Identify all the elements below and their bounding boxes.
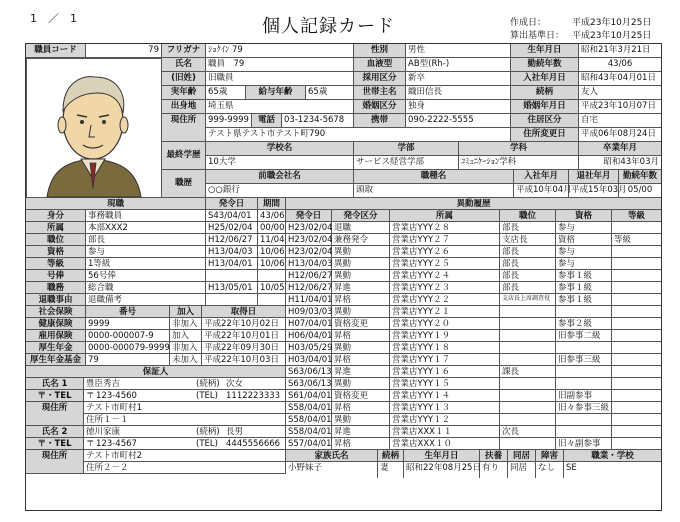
- transfer-cell: [556, 366, 612, 378]
- head-value: 織田信長: [406, 86, 511, 100]
- ins-row-value: 79: [86, 354, 170, 366]
- transfer-cell: [500, 378, 556, 390]
- ins-col-header: 番号: [86, 306, 170, 318]
- transfer-cell: 昇進: [332, 426, 390, 438]
- transfer-cell: 異動: [332, 378, 390, 390]
- transfer-cell: H09/03/03: [288, 307, 333, 317]
- transfer-cell: 異動: [332, 342, 390, 354]
- current-row-value: 退職備考: [86, 294, 206, 306]
- current-row-value: 本部XXX2: [86, 222, 206, 234]
- hire-value: 新卒: [406, 72, 511, 86]
- transfer-cell: 旧参事二級: [556, 330, 612, 342]
- photo: [26, 58, 162, 198]
- transfer-cell: H23/02/04: [288, 247, 333, 257]
- ins-row-value: 非加入: [170, 318, 202, 330]
- transfer-cell: 昇格: [332, 402, 390, 414]
- birth-label: 生年月日: [511, 44, 579, 58]
- current-row-period: 00/00: [260, 223, 285, 233]
- transfer-cell: [500, 354, 556, 366]
- house-value: 自宅: [579, 114, 661, 128]
- guarantor-rel-label: (続柄): [194, 426, 224, 438]
- current-row-value: 1等級: [86, 258, 206, 270]
- transfer-cell: S61/04/01: [288, 391, 332, 401]
- family-cell: SE: [566, 463, 577, 473]
- family-col-header: 職業・学校: [564, 450, 661, 462]
- guarantor-zip: 123-4567: [94, 438, 194, 450]
- years-label: 勤続年数: [511, 58, 579, 72]
- edu-faculty: サービス経営学部: [354, 156, 459, 170]
- transfer-cell: [612, 318, 661, 330]
- edu-col-school: 学校名: [206, 142, 354, 156]
- transfer-col-header: 所属: [390, 210, 500, 222]
- current-row-period: 43/06: [260, 211, 285, 221]
- guarantor-no-label: 氏名 2: [26, 426, 84, 438]
- transfer-cell: H23/02/04: [288, 235, 333, 245]
- portrait-illustration: [27, 59, 161, 197]
- transfer-cell: 資格: [556, 234, 612, 246]
- transfer-cell: 昇格: [332, 438, 390, 450]
- transfer-cell: 参事１級: [556, 270, 612, 282]
- transfer-cell: 営業店YYY２５: [390, 258, 500, 270]
- calc-date: 平成23年10月25日: [572, 31, 652, 41]
- career-col-years: 勤続年数: [619, 170, 661, 184]
- record-sheet: [25, 43, 662, 511]
- addrchg-label: 住所変更日: [511, 128, 579, 142]
- transfer-cell: 課長: [500, 366, 556, 378]
- payage-label: 給与年齢: [246, 86, 306, 100]
- transfer-cell: 支店長: [500, 234, 556, 246]
- house-label: 住居区分: [511, 114, 579, 128]
- guarantor-zip-mark: 〒: [86, 439, 95, 449]
- current-col-start: 発令日: [206, 198, 258, 210]
- family-col-header: 障害: [536, 450, 564, 462]
- kana-value: ｼｮｸｲﾝ 79: [206, 44, 354, 58]
- family-col-header: 続柄: [378, 450, 404, 462]
- transfer-cell: [556, 306, 612, 318]
- transfer-cell: H03/05/29: [288, 343, 333, 353]
- transfer-col-header: 等級: [612, 210, 661, 222]
- guarantor-tel: 1112223333: [224, 390, 286, 402]
- transfer-cell: 営業店YYY２１: [390, 306, 500, 318]
- ins-row-value: 未加入: [170, 354, 202, 366]
- current-row-label: 職務: [26, 282, 86, 294]
- page-number: 1 ／ 1: [30, 12, 77, 25]
- transfer-cell: H13/04/03: [288, 259, 333, 269]
- current-row-value: 事務職員: [86, 210, 206, 222]
- ins-col-header: 取得日: [202, 306, 286, 318]
- transfer-cell: 営業店XXX１１: [390, 426, 500, 438]
- transfer-cell: [612, 222, 661, 234]
- transfer-cell: [556, 426, 612, 438]
- guarantor-zip-label: 〒・TEL: [26, 438, 84, 450]
- transfer-cell: [612, 378, 661, 390]
- transfer-cell: [500, 306, 556, 318]
- transfer-cell: 昇進: [332, 282, 390, 294]
- payage-value: 65歳: [306, 86, 354, 100]
- transfer-cell: 営業店YYY２６: [390, 246, 500, 258]
- guarantor-addr1: テスト市町村1: [84, 402, 286, 414]
- transfer-cell: 営業店YYY２０: [390, 318, 500, 330]
- edu-dept: ｺﾐｭﾆｹｰｼｮﾝ学科: [459, 156, 579, 170]
- rel-value: 友人: [579, 86, 661, 100]
- current-row-period: [258, 294, 286, 306]
- join-value: 昭和43年04月01日: [579, 72, 661, 86]
- transfer-title: 異動履歴: [286, 198, 661, 210]
- career-in: 平成10年04月: [514, 184, 569, 198]
- transfer-cell: 参与: [556, 258, 612, 270]
- gender-value: 男性: [406, 44, 511, 58]
- ins-row-value: 0000-000079-9999: [88, 343, 170, 353]
- current-row-period: 10/06: [260, 259, 285, 269]
- transfer-cell: 旧副参事: [556, 390, 612, 402]
- transfer-cell: S63/06/13: [288, 379, 332, 389]
- transfer-cell: H03/04/01: [288, 355, 333, 365]
- calc-date-row: [510, 28, 651, 41]
- career-label: 職歴: [162, 170, 206, 198]
- guarantor-title: 保証人: [26, 366, 286, 378]
- career-out: 平成15年03月: [569, 184, 619, 198]
- current-row-value: 参与: [86, 246, 206, 258]
- current-row-label: 所属: [26, 222, 86, 234]
- transfer-cell: [500, 318, 556, 330]
- current-row-period: 10/06: [260, 247, 285, 257]
- transfer-cell: S58/04/01: [288, 427, 332, 437]
- transfer-cell: 退職: [332, 222, 390, 234]
- current-row-period: 10/05: [260, 283, 285, 293]
- ins-row-value: 0000-000007-9: [86, 330, 170, 342]
- guarantor-zip-label: 〒・TEL: [26, 390, 84, 402]
- guarantor-name: 豊臣秀吉: [84, 378, 194, 390]
- name-value: 職員 79: [206, 58, 354, 72]
- transfer-cell: [556, 342, 612, 354]
- transfer-cell: 支店長上席調査役: [500, 294, 556, 306]
- transfer-col-header: 発令区分: [332, 210, 390, 222]
- transfer-cell: 営業店YYY１８: [390, 342, 500, 354]
- transfer-cell: S58/04/01: [288, 415, 332, 425]
- ins-row-value: 平成22年09月30日: [202, 342, 286, 354]
- career-col-job: 職種名: [354, 170, 514, 184]
- edu-col-grad: 卒業年月: [579, 142, 661, 156]
- transfer-cell: 営業店YYY２３: [390, 282, 500, 294]
- career-col-company: 前職会社名: [206, 170, 354, 184]
- age-value: 65歳: [206, 86, 246, 100]
- calc-label: 算出基準日：: [510, 31, 565, 41]
- current-row-period: 11/04: [260, 235, 285, 245]
- guarantor-addr2: 住所２－２: [84, 462, 286, 474]
- transfer-cell: 部長: [500, 282, 556, 294]
- transfer-cell: [612, 438, 661, 450]
- ins-col-header: 社会保険: [26, 306, 86, 318]
- transfer-cell: 営業店YYY１４: [390, 390, 500, 402]
- transfer-cell: 次長: [500, 426, 556, 438]
- transfer-cell: 参与: [556, 246, 612, 258]
- transfer-cell: [500, 342, 556, 354]
- years-value: 43/06: [579, 58, 661, 72]
- transfer-cell: 部長: [500, 246, 556, 258]
- transfer-cell: H07/04/01: [288, 319, 333, 329]
- ins-row-label: 雇用保険: [26, 330, 86, 342]
- ins-row-value: 非加入: [170, 342, 202, 354]
- transfer-cell: H11/04/01: [288, 295, 333, 305]
- transfer-cell: 昇格: [332, 354, 390, 366]
- transfer-cell: [612, 390, 661, 402]
- transfer-cell: 異動: [332, 306, 390, 318]
- transfer-cell: [612, 342, 661, 354]
- current-row-value: 総合職: [86, 282, 206, 294]
- transfer-cell: H12/06/27: [288, 271, 333, 281]
- current-row-date: [206, 270, 258, 282]
- transfer-cell: [612, 258, 661, 270]
- career-col-in: 入社年月: [514, 170, 569, 184]
- married-label: 婚姻年月日: [511, 100, 579, 114]
- guarantor-addr1: テスト市町村2: [84, 450, 286, 462]
- transfer-cell: [612, 306, 661, 318]
- birthplace-value: 埼玉県: [206, 100, 354, 114]
- transfer-cell: [612, 366, 661, 378]
- transfer-cell: 営業店YYY２４: [390, 270, 500, 282]
- current-row-label: 等級: [26, 258, 86, 270]
- created-date-row: [510, 15, 651, 28]
- transfer-cell: [612, 330, 661, 342]
- transfer-cell: 等級: [612, 234, 661, 246]
- current-title: 現職: [26, 198, 206, 210]
- transfer-cell: 異動: [332, 258, 390, 270]
- transfer-cell: [500, 330, 556, 342]
- created-date: 平成23年10月25日: [572, 18, 652, 28]
- transfer-cell: 営業店XXX１０: [390, 438, 500, 450]
- tel-label: 電話: [252, 114, 282, 128]
- ins-row-label: 厚生年金: [26, 342, 86, 354]
- mobile-label: 携帯: [354, 114, 406, 128]
- code-value: 79: [86, 44, 162, 58]
- gender-label: 性別: [354, 44, 406, 58]
- guarantor-rel: 次女: [224, 378, 286, 390]
- age-label: 実年齢: [162, 86, 206, 100]
- transfer-cell: [556, 414, 612, 426]
- transfer-cell: 営業店YYY１７: [390, 354, 500, 366]
- family-col-header: 扶養: [480, 450, 508, 462]
- transfer-cell: [612, 402, 661, 414]
- hire-label: 採用区分: [354, 72, 406, 86]
- transfer-cell: H12/06/27: [288, 283, 333, 293]
- transfer-cell: [500, 438, 556, 450]
- ins-row-label: 厚生年金基金: [26, 354, 86, 366]
- transfer-cell: [612, 414, 661, 426]
- transfer-cell: [612, 354, 661, 366]
- transfer-cell: 旧々副参事: [556, 438, 612, 450]
- blood-value: AB型(Rh-): [406, 58, 511, 72]
- transfer-cell: 昇格: [332, 294, 390, 306]
- transfer-cell: 兼務発令: [332, 234, 390, 246]
- join-label: 入社年月日: [511, 72, 579, 86]
- transfer-cell: [500, 414, 556, 426]
- current-col-period: 期間: [258, 198, 286, 210]
- created-label: 作成日：: [510, 18, 547, 28]
- career-company: ○○銀行: [206, 184, 354, 198]
- guarantor-tel: 4445556666: [224, 438, 286, 450]
- transfer-cell: [612, 294, 661, 306]
- transfer-col-header: 発令日: [286, 210, 332, 222]
- edu-grad: 昭和43年03月: [579, 156, 661, 170]
- page-title: 個人記録カード: [262, 16, 395, 37]
- rel-label: 続柄: [511, 86, 579, 100]
- transfer-cell: 部長: [500, 258, 556, 270]
- guarantor-addr2: 住所１－１: [84, 414, 286, 426]
- mobile-value: 090-2222-5555: [406, 114, 511, 128]
- transfer-cell: 部長: [500, 222, 556, 234]
- kana-label: フリガナ: [162, 44, 206, 58]
- family-col-header: 家族氏名: [286, 450, 378, 462]
- guarantor-no-label: 氏名 1: [26, 378, 84, 390]
- guarantor-zip-mark: 〒: [86, 391, 95, 401]
- family-col-header: 同居: [508, 450, 536, 462]
- code-label: 職員コード: [26, 44, 86, 58]
- guarantor-tel-label: (TEL): [194, 438, 224, 450]
- transfer-cell: 営業店YYY２７: [390, 234, 500, 246]
- education-label: 最終学歴: [162, 142, 206, 170]
- current-row-date: H13/05/01: [206, 282, 258, 294]
- transfer-cell: 旧々参事三級: [556, 402, 612, 414]
- family-cell: なし: [536, 462, 564, 478]
- career-years: 05/00: [619, 184, 661, 198]
- transfer-cell: [612, 282, 661, 294]
- transfer-col-header: 資格: [556, 210, 612, 222]
- transfer-cell: 営業店YYY１６: [390, 366, 500, 378]
- transfer-cell: 営業店YYY２８: [390, 222, 500, 234]
- tel-value: 03-1234-5678: [282, 114, 354, 128]
- current-row-label: 身分: [26, 210, 86, 222]
- transfer-cell: 営業店YYY１５: [390, 378, 500, 390]
- transfer-cell: 営業店YYY１３: [390, 402, 500, 414]
- transfer-col-header: 職位: [500, 210, 556, 222]
- address-value: テスト県テスト市テスト町790: [206, 128, 511, 142]
- oldname-value: 旧職員: [206, 72, 354, 86]
- current-row-label: 退職事由: [26, 294, 86, 306]
- addr-label: 現住所: [162, 114, 206, 142]
- addrchg-value: 平成06年08月24日: [579, 128, 661, 142]
- oldname-label: (旧姓): [162, 72, 206, 86]
- current-row-label: 号俸: [26, 270, 86, 282]
- current-row-date: H13/04/03: [206, 246, 258, 258]
- guarantor-addr-label: 現住所: [26, 450, 84, 474]
- addr-zip: 999-9999: [206, 114, 252, 128]
- current-row-date: H12/06/27: [206, 234, 258, 246]
- ins-row-value: 加入: [170, 330, 202, 342]
- transfer-cell: 参事１級: [556, 282, 612, 294]
- career-job: 頭取: [354, 184, 514, 198]
- transfer-cell: S58/04/01: [288, 403, 332, 413]
- edu-school: 10大学: [206, 156, 354, 170]
- ins-row-value: 平成22年10月02日: [202, 318, 286, 330]
- current-row-label: 職位: [26, 234, 86, 246]
- current-row-date: [206, 294, 258, 306]
- ins-col-header: 加入: [170, 306, 202, 318]
- current-row-date: H25/02/04: [206, 222, 258, 234]
- transfer-cell: 異動: [332, 246, 390, 258]
- birth-value: 昭和21年3月21日: [579, 44, 661, 58]
- transfer-cell: [612, 246, 661, 258]
- transfer-cell: 昇進: [332, 366, 390, 378]
- transfer-cell: S63/06/13: [288, 367, 332, 377]
- transfer-cell: [500, 390, 556, 402]
- family-cell: 小野妹子: [286, 462, 378, 478]
- transfer-cell: 資格変更: [332, 318, 390, 330]
- transfer-cell: H23/02/04: [288, 223, 333, 233]
- married-value: 平成23年10月07日: [579, 100, 661, 114]
- ins-row-value: 9999: [86, 318, 170, 330]
- edu-col-faculty: 学部: [354, 142, 459, 156]
- family-cell: 昭和22年08月25日: [404, 462, 480, 478]
- transfer-cell: H06/04/01: [288, 331, 333, 341]
- head-label: 世帯主名: [354, 86, 406, 100]
- transfer-cell: 旧参事三級: [556, 354, 612, 366]
- transfer-cell: 参与: [556, 222, 612, 234]
- marital-value: 独身: [406, 100, 511, 114]
- guarantor-addr-label: 現住所: [26, 402, 84, 426]
- family-col-header: 生年月日: [404, 450, 480, 462]
- guarantor-rel-label: (続柄): [194, 378, 224, 390]
- marital-label: 婚姻区分: [354, 100, 406, 114]
- transfer-cell: 営業店YYY２２: [390, 294, 500, 306]
- current-row-date: S43/04/01: [206, 210, 258, 222]
- transfer-cell: 営業店YYY１２: [390, 414, 500, 426]
- current-row-value: 56号俸: [86, 270, 206, 282]
- career-col-out: 退社年月: [569, 170, 619, 184]
- transfer-cell: 参事１級: [556, 294, 612, 306]
- transfer-cell: 昇格: [332, 330, 390, 342]
- transfer-cell: [556, 378, 612, 390]
- current-row-date: H13/04/01: [206, 258, 258, 270]
- family-cell: 同居: [508, 462, 536, 478]
- transfer-cell: 部長: [500, 270, 556, 282]
- transfer-cell: 営業店YYY１９: [390, 330, 500, 342]
- birthplace-label: 出身地: [162, 100, 206, 114]
- blood-label: 血液型: [354, 58, 406, 72]
- transfer-cell: [612, 270, 661, 282]
- transfer-cell: 異動: [332, 414, 390, 426]
- current-row-period: [258, 270, 286, 282]
- guarantor-name: 徳川家康: [84, 426, 194, 438]
- transfer-cell: [500, 402, 556, 414]
- transfer-cell: 異動: [332, 270, 390, 282]
- name-label: 氏名: [162, 58, 206, 72]
- guarantor-zip: 123-4560: [94, 390, 194, 402]
- current-row-value: 部長: [86, 234, 206, 246]
- edu-col-dept: 学科: [459, 142, 579, 156]
- ins-row-value: 平成22年10月01日: [202, 330, 286, 342]
- transfer-cell: S57/04/01: [288, 439, 332, 449]
- ins-row-value: 平成22年10月03日: [202, 354, 286, 366]
- ins-row-label: 健康保険: [26, 318, 86, 330]
- family-cell: 有り: [480, 462, 508, 478]
- guarantor-tel-label: (TEL): [194, 390, 224, 402]
- transfer-cell: [612, 426, 661, 438]
- family-cell: 妻: [378, 462, 404, 478]
- guarantor-rel: 長男: [224, 426, 286, 438]
- current-row-label: 資格: [26, 246, 86, 258]
- transfer-cell: 参事２級: [556, 318, 612, 330]
- transfer-cell: 資格変更: [332, 390, 390, 402]
